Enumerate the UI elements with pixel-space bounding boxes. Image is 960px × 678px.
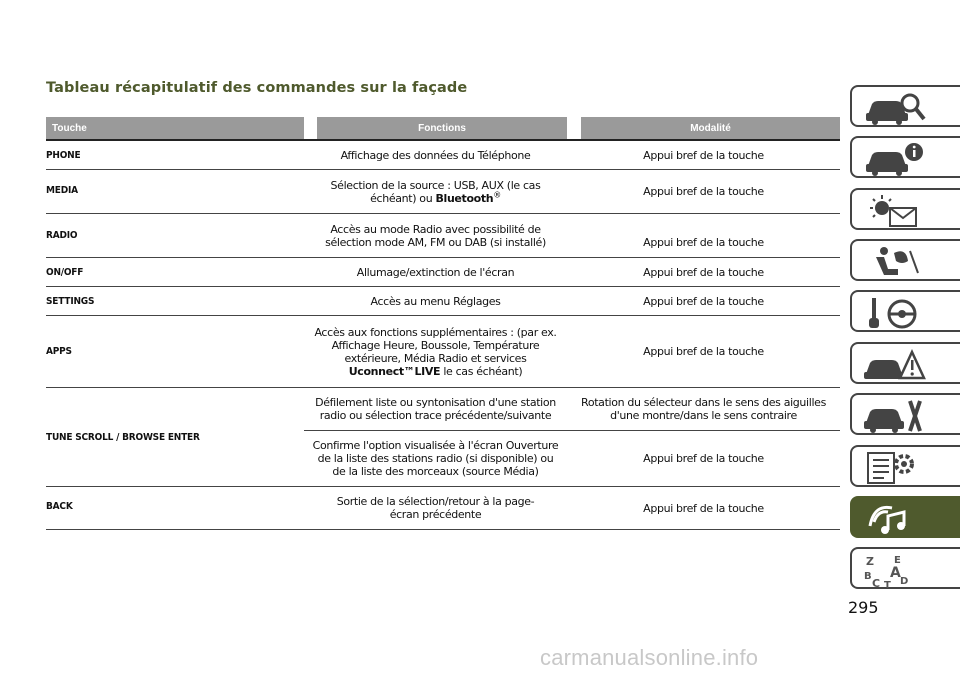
- key-cell: RADIO: [46, 230, 78, 241]
- mode-cell: Appui bref de la touche: [643, 148, 764, 162]
- index-letter: T: [884, 580, 891, 589]
- watermark: carmanualsonline.info: [540, 645, 759, 670]
- function-cell: Confirme l'option visualisée à l'écran Ouverture de la liste des stations radio (si disponible) ou de la liste des morceaux (source Média): [312, 439, 559, 478]
- key-cell: APPS: [46, 346, 72, 357]
- table-row: [46, 141, 840, 170]
- function-cell: Sélection de la source : USB, AUX (le cas échéant) ou Bluetooth®: [330, 178, 541, 205]
- index-letter: C: [872, 577, 881, 589]
- table-row: [46, 214, 840, 258]
- light-message-icon: [862, 192, 932, 230]
- mode-cell: Appui bref de la touche: [643, 265, 764, 279]
- table-header: [46, 117, 840, 139]
- table-row: [46, 258, 840, 287]
- car-info-icon: [862, 140, 932, 178]
- key-cell: BACK: [46, 501, 73, 512]
- table-row: [46, 287, 840, 316]
- function-cell: Défilement liste ou syntonisation d'une station radio ou sélection trace précédente/suivante: [315, 396, 556, 422]
- tab-emergency[interactable]: [850, 342, 960, 384]
- seat-airbag-icon: [862, 243, 932, 281]
- header-touche: Touche: [46, 117, 304, 139]
- mode-cell: Appui bref de la touche: [643, 236, 764, 249]
- tab-vehicle-overview[interactable]: [850, 85, 960, 127]
- header-fonctions: Fonctions: [317, 117, 567, 139]
- tab-vehicle-info[interactable]: [850, 136, 960, 178]
- index-letter: D: [900, 576, 909, 587]
- function-cell: Accès au mode Radio avec possibilité de sélection mode AM, FM ou DAB (si installé): [325, 222, 546, 249]
- table-row: [46, 170, 840, 214]
- mode-cell: Appui bref de la touche: [643, 452, 764, 465]
- tab-maintenance[interactable]: [850, 393, 960, 435]
- function-cell: Sortie de la sélection/retour à la page-écran précédente: [336, 495, 535, 521]
- function-cell: Affichage des données du Téléphone: [340, 148, 531, 162]
- multimedia-icon: [862, 500, 932, 538]
- index-letters-icon: [862, 551, 932, 589]
- index-letter: A: [890, 565, 901, 581]
- tab-starting-driving[interactable]: [850, 290, 960, 332]
- tab-multimedia[interactable]: [850, 496, 960, 538]
- key-cell: SETTINGS: [46, 295, 95, 307]
- index-letter: Z: [866, 555, 874, 568]
- tab-lights-messages[interactable]: [850, 188, 960, 230]
- car-warning-icon: [862, 346, 932, 384]
- car-search-icon: [862, 89, 932, 127]
- function-cell: Accès au menu Réglages: [370, 294, 501, 308]
- header-modalite: Modalité: [581, 117, 840, 139]
- key-cell: PHONE: [46, 149, 81, 161]
- index-letter: B: [864, 571, 872, 582]
- index-letter: E: [894, 555, 901, 566]
- table-row: [46, 316, 840, 388]
- commands-table: [46, 117, 840, 530]
- spec-gear-icon: [862, 449, 932, 487]
- function-cell: Allumage/extinction de l'écran: [356, 265, 515, 279]
- mode-cell: Appui bref de la touche: [643, 501, 764, 515]
- page-title: Tableau récapitulatif des commandes sur la façade: [46, 80, 468, 96]
- page-number: 295: [848, 598, 879, 617]
- car-tools-icon: [862, 397, 932, 435]
- key-cell: TUNE SCROLL / BROWSE ENTER: [46, 431, 200, 443]
- table-row: [46, 487, 840, 530]
- mode-cell: Appui bref de la touche: [643, 345, 764, 358]
- mode-cell: Rotation du sélecteur dans le sens des aiguilles d'une montre/dans le sens contraire: [581, 396, 826, 422]
- key-cell: ON/OFF: [46, 266, 84, 278]
- mode-cell: Appui bref de la touche: [643, 294, 764, 308]
- key-steering-icon: [862, 294, 932, 332]
- tab-index[interactable]: [850, 547, 960, 589]
- mode-cell: Appui bref de la touche: [643, 185, 764, 198]
- tab-technical-data[interactable]: [850, 445, 960, 487]
- table-row: [46, 388, 840, 487]
- key-cell: MEDIA: [46, 185, 78, 196]
- tab-safety[interactable]: [850, 239, 960, 281]
- function-cell: Accès aux fonctions supplémentaires : (par ex. Affichage Heure, Boussole, Température extérieure, Média Radio et services Uconnect™LIVE le cas échéant): [314, 325, 557, 378]
